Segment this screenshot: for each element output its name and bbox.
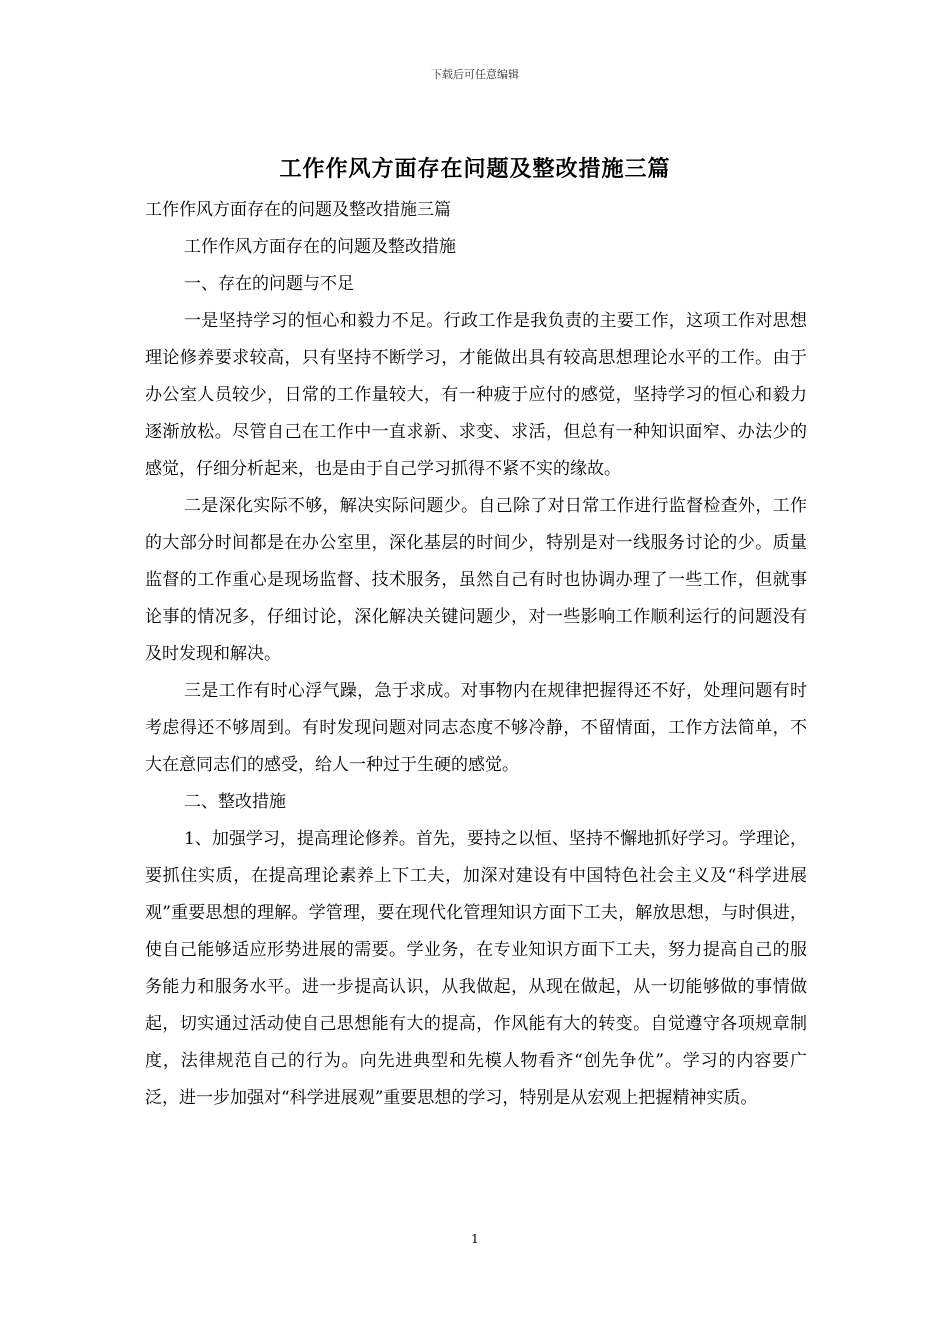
paragraph: 二是深化实际不够，解决实际问题少。自己除了对日常工作进行监督检查外，工作的大部分时间都是在办公室里，深化基层的时间少，特别是对一线服务讨论的少。质量监督的工作重心是现场监督、技术服务，虽然自己有时也协调办理了一些工作，但就事论事的情况多，仔细讨论，深化解决关键问题少，对一些影响工作顺利运行的问题没有及时发现和解决。 [145, 496, 807, 664]
section-heading: 一、存在的问题与不足 [184, 274, 354, 294]
document-body [145, 192, 807, 1117]
paragraph: 1、加强学习，提高理论修养。首先，要持之以恒、坚持不懈地抓好学习。学理论，要抓住实质，在提高理论素养上下工夫，加深对建设有中国特色社会主义及“科学进展观”重要思想的理解。学管理，要在现代化管理知识方面下工夫，解放思想，与时俱进，使自己能够适应形势进展的需要。学业务，在专业知识方面下工夫，努力提高自己的服务能力和服务水平。进一步提高认识，从我做起，从现在做起，从一切能够做的事情做起，切实通过活动使自己思想能有大的提高，作风能有大的转变。自觉遵守各项规章制度，法律规范自己的行为。向先进典型和先模人物看齐“创先争优”。学习的内容要广泛，进一步加强对“科学进展观”重要思想的学习，特别是从宏观上把握精神实质。 [145, 829, 807, 1108]
section-heading: 二、整改措施 [184, 792, 286, 812]
paragraph: 工作作风方面存在的问题及整改措施三篇 [145, 200, 451, 220]
paragraph: 三是工作有时心浮气躁，急于求成。对事物内在规律把握得还不好，处理问题有时考虑得还不够周到。有时发现问题对同志态度不够冷静，不留情面，工作方法简单，不大在意同志们的感受，给人一种过于生硬的感觉。 [145, 681, 807, 775]
header-note: 下载后可任意编辑 [431, 68, 519, 81]
document-title: 工作作风方面存在问题及整改措施三篇 [279, 156, 671, 182]
page-number: 1 [471, 1232, 479, 1246]
paragraph: 工作作风方面存在的问题及整改措施 [184, 237, 456, 257]
paragraph: 一是坚持学习的恒心和毅力不足。行政工作是我负责的主要工作，这项工作对思想理论修养要求较高，只有坚持不断学习，才能做出具有较高思想理论水平的工作。由于办公室人员较少，日常的工作量较大，有一种疲于应付的感觉，坚持学习的恒心和毅力逐渐放松。尽管自己在工作中一直求新、求变、求活，但总有一种知识面窄、办法少的感觉，仔细分析起来，也是由于自己学习抓得不紧不实的缘故。 [145, 311, 807, 479]
